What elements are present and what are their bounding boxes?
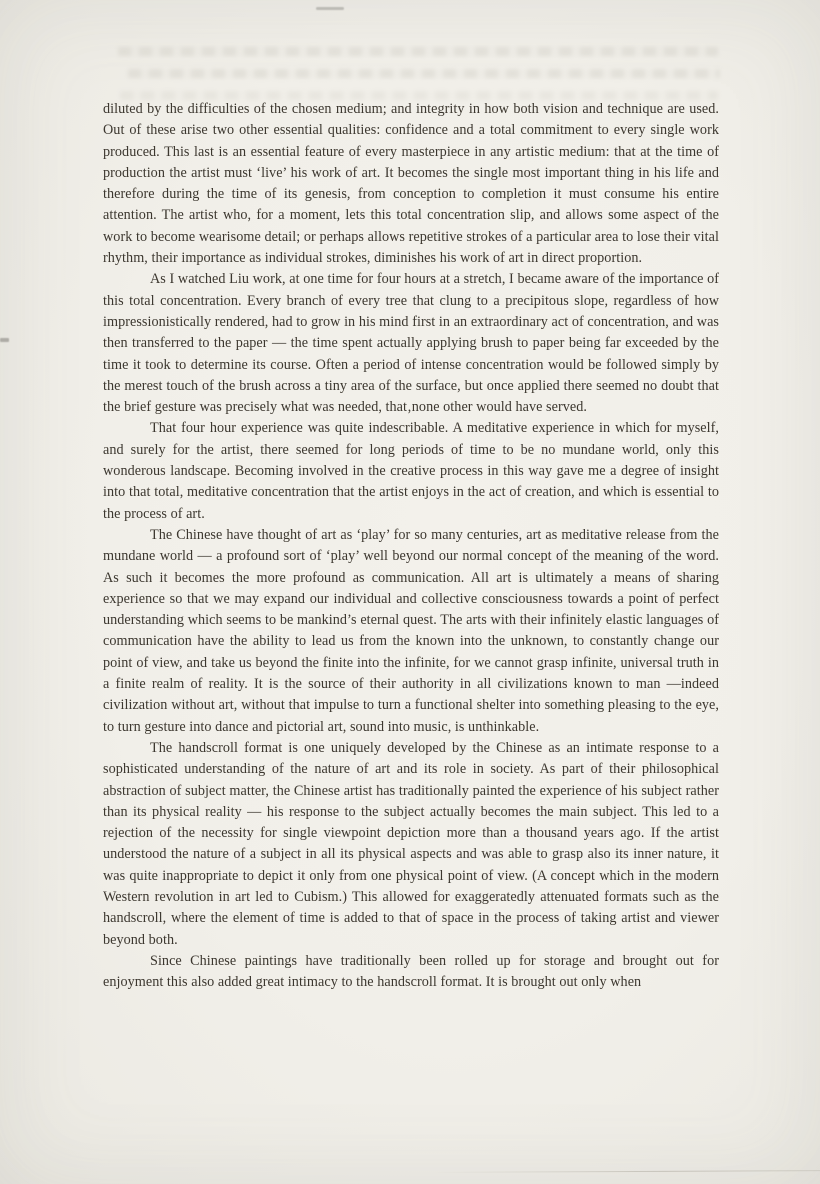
scan-mark-top-center [316,7,344,10]
show-through-line [118,47,718,56]
body-paragraph-5: The handscroll format is one uniquely developed by the Chinese as an intimate response to a sophisticated understanding of the nature of art and its role in society. As part of their philosophical abstraction of subject matter, the Chinese artist has traditionally painted the experience of his subject rather than its physical reality — his response to the subject actually becomes the main subject. This led to a rejection of the necessity for single viewpoint depiction more than a thousand years ago. If the artist understood the nature of a subject in all its physical aspects and was able to grasp also its inner nature, it was quite inappropriate to depict it only from one physical point of view. (A concept which in the modern Western revolution in art led to Cubism.) This allowed for exaggeratedly attenuated formats such as the handscroll, where the element of time is added to that of space in the process of taking artist and viewer beyond both. [103,739,719,948]
show-through-line [128,69,720,78]
body-paragraph-6: Since Chinese paintings have traditionally been rolled up for storage and brought out for enjoyment this also added great intimacy to the handscroll format. It is brought out only when [103,952,719,991]
page-text [103,99,719,993]
body-paragraph-2: As I watched Liu work, at one time for four hours at a stretch, I became aware of the importance of this total concentration. Every branch of every tree that clung to a precipitous slope, regardless of how impressionistically rendered, had to grow in his mind first in an extraordinary act of concentration, and was then transferred to the paper — the time spent actually applying brush to paper being far exceeded by the time it took to determine its course. Often a period of intense concentration would be followed simply by the merest touch of the brush across a tiny area of the surface, but once applied there seemed no doubt that the brief gesture was precisely what was needed, that‚none other would have served. [103,271,719,416]
scan-mark-left-margin [0,338,9,342]
body-paragraph-1: diluted by the difficulties of the chosen medium; and integrity in how both vision and technique are used. Out of these arise two other essential qualities: confidence and a total commitment to every single work produced. This last is an essential feature of every masterpiece in any artistic medium: that at the time of production the artist must ‘live’ his work of art. It becomes the single most important thing in his life and therefore during the time of its genesis, from conception to completion it must consume his entire attention. The artist who, for a moment, lets this total concentration slip, and allows some aspect of the work to become wearisome detail; or perhaps allows repetitive strokes of a particular area to lose their vital rhythm, their importance as individual strokes, diminishes his work of art in direct proportion. [103,101,719,267]
body-paragraph-4: The Chinese have thought of art as ‘play’ for so many centuries, art as meditative release from the mundane world — a profound sort of ‘play’ well beyond our normal concept of the meaning of the word. As such it becomes the more profound as communication. All art is ultimately a means of sharing experience so that we may expand our individual and collective consciousness towards a point of perfect understanding which seems to be mankind’s eternal quest. The arts with their infinitely elastic languages of communication have the ability to lead us from the known into the unknown, to constantly change our point of view, and take us beyond the finite into the infinite, for we cannot grasp infinite, universal truth in a finite realm of reality. It is the source of their authority in all civilizations known to man —indeed civilization without art, without that impulse to turn a functional shelter into something pleasing to the eye, to turn gesture into dance and pictorial art, sound into music, is unthinkable. [103,526,719,735]
scan-hairline-bottom-right [432,1170,820,1173]
body-paragraph-3: That four hour experience was quite indescribable. A meditative experience in which for myself, and surely for the artist, there seemed for long periods of time to be no mundane world, only this wonderous landscape. Becoming involved in the creative process in this way gave me a degree of insight into that total, meditative concentration that the artist enjoys in the act of creation, and which is essential to the process of art. [103,420,719,522]
